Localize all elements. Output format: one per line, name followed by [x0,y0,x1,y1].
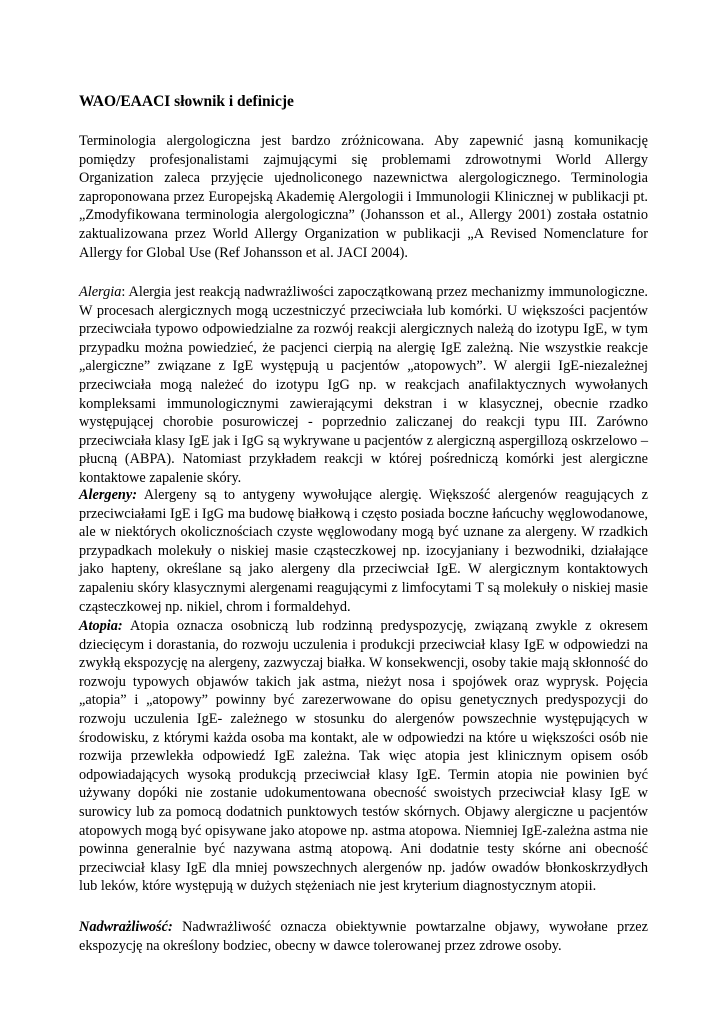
definition-alergeny [79,486,648,616]
definition-nadwrazliwosc [79,918,648,955]
definition-term: Atopia: [79,618,123,634]
definition-separator [173,919,182,935]
definition-separator [137,487,144,503]
definition-separator [123,618,130,634]
definition-text: Alergia jest reakcją nadwrażliwości zapoczątkowaną przez mechanizmy immunologiczne. W procesach alergicznych mogą uczestniczyć przeciwciała lub komórki. U większości pacjentów przeciwciała typowo odpowiedzialne za rozwój reakcji alergicznych należą do izotypu IgE, w tym przypadku można powiedzieć, że pacjenci cierpią na alergię IgE zależną. Nie wszystkie reakcje „alergiczne” związane z IgE występują u pacjentów „atopowych”. W alergii IgE-niezależnej przeciwciała mogą należeć do izotypu IgG np. w reakcjach anafilaktycznych wywołanych kompleksami immunologicznymi zawierającymi dekstran i w klasycznej, obecnie rzadko występującej chorobie posurowiczej - poprzednio zaliczanej do reakcji typu III. Zarówno przeciwciała klasy IgE jak i IgG są wykrywane u pacjentów z alergiczną aspergillozą oskrzelowo – płucną (ABPA). Natomiast przykładem reakcji w której pośredniczą komórki jest alergiczne kontaktowe zapalenie skóry. [79,284,648,486]
definition-term: Alergeny: [79,487,137,503]
definition-term: Nadwrażliwość: [79,919,173,935]
definition-text: Atopia oznacza osobniczą lub rodzinną predyspozycję, związaną zwykle z okresem dziecięcym i dorastania, do rozwoju uczulenia i produkcji przeciwciał klasy IgE w odpowiedzi na zwykłą ekspozycję na alergeny, zazwyczaj białka. W konsekwencji, osoby takie mają skłonność do rozwoju typowych objawów takich jak astma, nieżyt nosa i spojówek oraz wyprysk. Pojęcia „atopia” i „atopowy” powinny być zarezerwowane do opisu genetycznych predyspozycji do rozwoju uczulenia IgE- zależnego w stosunku do alergenów powszechnie występujących w środowisku, z którymi każda osoba ma kontakt, ale w odpowiedzi na które u większości osób nie rozwija przewlekła odpowiedź IgE zależna. Tak więc atopia jest klinicznym opisem osób odpowiadających wysoką produkcją przeciwciał klasy IgE. Termin atopia nie powinien być używany dopóki nie zostanie udokumentowana obecność swoistych przeciwciał klasy IgE w surowicy lub za pomocą dodatnich punktowych testów skórnych. Objawy alergiczne u pacjentów atopowych mogą być opisywane jako atopowe np. astma atopowa. Niemniej IgE-zależna astma nie powinna generalnie być nazywana astmą atopową. Ani dodatnie testy skórne ani obecność przeciwciał klasy IgE dla mniej powszechnych alergenów np. jadów owadów błonkoskrzydłych lub leków, które występują w dużych stężeniach nie jest kryterium diagnostycznym atopii. [79,618,648,895]
document-title: WAO/EAACI słownik i definicje [79,93,294,110]
intro-paragraph: Terminologia alergologiczna jest bardzo zróżnicowana. Aby zapewnić jasną komunikację pomiędzy profesjonalistami zajmującymi się problemami zdrowotnymi World Allergy Organization zaleca przyjęcie ujednoliconego nazewnictwa alergologicznego. Terminologia zaproponowana przez Europejską Akademię Alergologii i Immunologii Klinicznej w publikacji pt. „Zmodyfikowana terminologia alergologiczna” (Johansson et al., Allergy 2001) została ostatnio zaktualizowana przez World Allergy Organization w publikacji „A Revised Nomenclature for Allergy for Global Use (Ref Johansson et al. JACI 2004). [79,133,648,261]
definition-atopia [79,617,648,896]
definition-term: Alergia [79,284,122,300]
definition-text: Alergeny są to antygeny wywołujące alergię. Większość alergenów reagujących z przeciwciałami IgE i IgG ma budowę białkową i często posiada boczne łańcuchy węglowodanowe, ale w niektórych okolicznościach czyste węglowodany mogą być uznane za alergeny. W rzadkich przypadkach molekuły o niskiej masie cząsteczkowej np. izocyjaniany i bezwodniki, działające jako hapteny, określane są jako alergeny dla przeciwciał IgE. W alergicznym kontaktowych zapaleniu skóry klasycznymi alergenami reagującymi z limfocytami T są molekuły o niskiej masie cząsteczkowej np. nikiel, chrom i formaldehyd. [79,487,648,615]
definition-separator: : [121,284,129,300]
definition-alergia [79,283,648,488]
definition-text: Nadwrażliwość oznacza obiektywnie powtarzalne objawy, wywołane przez ekspozycję na określony bodziec, obecny w dawce tolerowanej przez zdrowe osoby. [79,919,648,954]
